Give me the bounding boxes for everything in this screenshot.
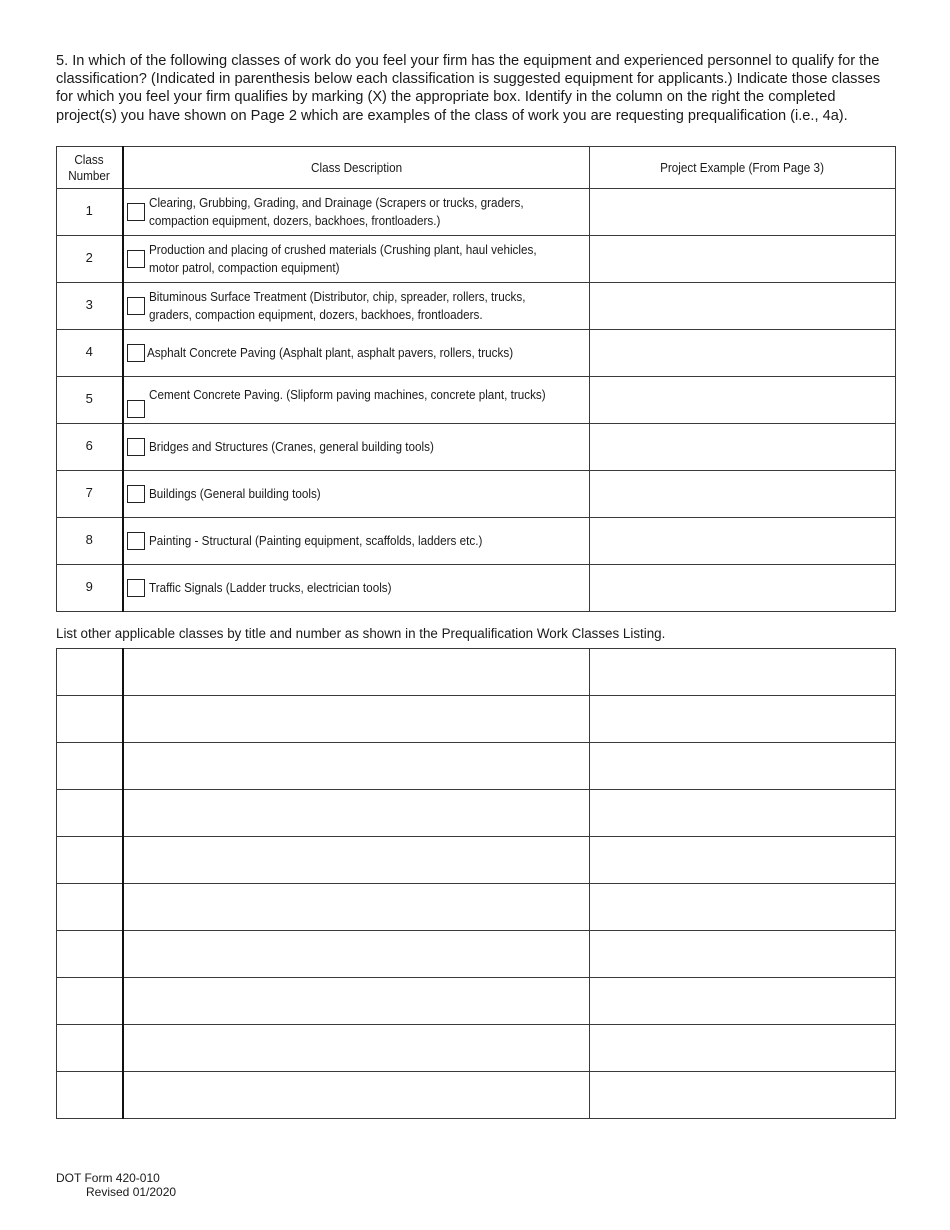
- table-row: [57, 471, 896, 518]
- table-row: [57, 330, 896, 377]
- class-number-cell: 1: [57, 189, 123, 236]
- description-line: Traffic Signals (Ladder trucks, electrician tools): [148, 580, 392, 595]
- project-example-field[interactable]: [590, 1072, 896, 1119]
- description-line: Asphalt Concrete Paving (Asphalt plant, asphalt pavers, rollers, trucks): [146, 345, 513, 360]
- class-description-cell: [123, 283, 590, 330]
- class-description-cell: [123, 236, 590, 283]
- table-row: [57, 565, 896, 612]
- class-title-field[interactable]: [123, 931, 590, 978]
- table-row: [57, 649, 896, 696]
- project-example-field[interactable]: [590, 189, 896, 236]
- class-9-checkbox[interactable]: [127, 579, 145, 597]
- class-description-cell: [123, 471, 590, 518]
- revision-date: Revised 01/2020: [86, 1185, 177, 1199]
- class-4-checkbox[interactable]: [127, 344, 145, 362]
- project-example-field[interactable]: [590, 649, 896, 696]
- project-example-field[interactable]: [590, 283, 896, 330]
- project-example-field[interactable]: [590, 377, 896, 424]
- table-row: [57, 377, 896, 424]
- description-line: Painting - Structural (Painting equipment, scaffolds, ladders etc.): [148, 533, 482, 548]
- table-row: [57, 837, 896, 884]
- table-row: [57, 236, 896, 283]
- class-6-checkbox[interactable]: [127, 438, 145, 456]
- table-row: [57, 931, 896, 978]
- table-row: [57, 424, 896, 471]
- description-line: Bridges and Structures (Cranes, general building tools): [148, 439, 434, 454]
- table-header-row: [57, 147, 896, 189]
- class-title-field[interactable]: [123, 837, 590, 884]
- project-example-field[interactable]: [590, 565, 896, 612]
- project-example-field[interactable]: [590, 837, 896, 884]
- question-5-instructions: 5. In which of the following classes of work do you feel your firm has the equipment and experienced personnel to qualify for the classification? (Indicated in parenthesis below each classification is suggested equipment for applicants.) Indicate those classes for which you feel your firm qualifies by marking (X) the appropriate box. Identify in the column on the right the completed project(s) you have shown on Page 2 which are examples of the class of work you are requesting prequalification (i.e., 4a).: [56, 53, 881, 124]
- description-line: Buildings (General building tools): [148, 486, 321, 501]
- class-number-cell: 7: [57, 471, 123, 518]
- project-example-field[interactable]: [590, 931, 896, 978]
- description-line: compaction equipment, dozers, backhoes, frontloaders.): [148, 213, 440, 228]
- table-row: [57, 1025, 896, 1072]
- project-example-field[interactable]: [590, 424, 896, 471]
- class-number-cell: 5: [57, 377, 123, 424]
- class-8-checkbox[interactable]: [127, 532, 145, 550]
- project-example-field[interactable]: [590, 471, 896, 518]
- class-3-checkbox[interactable]: [127, 297, 145, 315]
- class-number-field[interactable]: [57, 743, 123, 790]
- table-row: [57, 696, 896, 743]
- project-example-field[interactable]: [590, 743, 896, 790]
- form-footer: [56, 1171, 176, 1199]
- class-title-field[interactable]: [123, 1072, 590, 1119]
- other-classes-table: [56, 648, 896, 1119]
- header-class-number: Class Number: [57, 147, 123, 189]
- class-number-cell: 3: [57, 283, 123, 330]
- description-line: Clearing, Grubbing, Grading, and Drainage (Scrapers or trucks, graders,: [148, 195, 524, 210]
- class-description-cell: [123, 518, 590, 565]
- class-number-field[interactable]: [57, 1025, 123, 1072]
- class-5-checkbox[interactable]: [127, 400, 145, 418]
- project-example-field[interactable]: [590, 330, 896, 377]
- class-number-field[interactable]: [57, 837, 123, 884]
- class-description-cell: [123, 189, 590, 236]
- table-row: [57, 1072, 896, 1119]
- description-line: Bituminous Surface Treatment (Distributor, chip, spreader, rollers, trucks,: [148, 289, 526, 304]
- class-number-field[interactable]: [57, 1072, 123, 1119]
- description-line: graders, compaction equipment, dozers, backhoes, frontloaders.: [148, 307, 483, 322]
- class-description-cell: [123, 565, 590, 612]
- header-project-example: Project Example (From Page 3): [590, 147, 896, 189]
- class-number-field[interactable]: [57, 649, 123, 696]
- project-example-field[interactable]: [590, 884, 896, 931]
- class-title-field[interactable]: [123, 884, 590, 931]
- class-number-field[interactable]: [57, 978, 123, 1025]
- project-example-field[interactable]: [590, 518, 896, 565]
- table-row: [57, 283, 896, 330]
- project-example-field[interactable]: [590, 696, 896, 743]
- class-title-field[interactable]: [123, 743, 590, 790]
- class-number-cell: 9: [57, 565, 123, 612]
- class-title-field[interactable]: [123, 1025, 590, 1072]
- table-row: [57, 518, 896, 565]
- class-description-cell: [123, 330, 590, 377]
- class-1-checkbox[interactable]: [127, 203, 145, 221]
- class-description-cell: [123, 377, 590, 424]
- class-number-field[interactable]: [57, 696, 123, 743]
- class-description-cell: [123, 424, 590, 471]
- class-number-field[interactable]: [57, 931, 123, 978]
- project-example-field[interactable]: [590, 790, 896, 837]
- class-7-checkbox[interactable]: [127, 485, 145, 503]
- class-title-field[interactable]: [123, 649, 590, 696]
- work-class-table: [56, 146, 896, 612]
- table-row: [57, 978, 896, 1025]
- form-number: DOT Form 420-010: [56, 1171, 160, 1185]
- class-number-cell: 6: [57, 424, 123, 471]
- description-line: Cement Concrete Paving. (Slipform paving machines, concrete plant, trucks): [148, 387, 546, 402]
- class-title-field[interactable]: [123, 978, 590, 1025]
- class-number-field[interactable]: [57, 790, 123, 837]
- description-line: motor patrol, compaction equipment): [148, 260, 340, 275]
- table-row: [57, 884, 896, 931]
- table-row: [57, 790, 896, 837]
- class-title-field[interactable]: [123, 790, 590, 837]
- other-classes-instruction: List other applicable classes by title and number as shown in the Prequalification Work Classes Listing.: [56, 626, 666, 641]
- class-number-cell: 4: [57, 330, 123, 377]
- class-title-field[interactable]: [123, 696, 590, 743]
- project-example-field[interactable]: [590, 1025, 896, 1072]
- description-line: Production and placing of crushed materials (Crushing plant, haul vehicles,: [148, 242, 537, 257]
- class-number-cell: 8: [57, 518, 123, 565]
- header-class-description: Class Description: [123, 147, 590, 189]
- class-2-checkbox[interactable]: [127, 250, 145, 268]
- table-row: [57, 743, 896, 790]
- class-number-cell: 2: [57, 236, 123, 283]
- table-row: [57, 189, 896, 236]
- project-example-field[interactable]: [590, 236, 896, 283]
- class-number-field[interactable]: [57, 884, 123, 931]
- project-example-field[interactable]: [590, 978, 896, 1025]
